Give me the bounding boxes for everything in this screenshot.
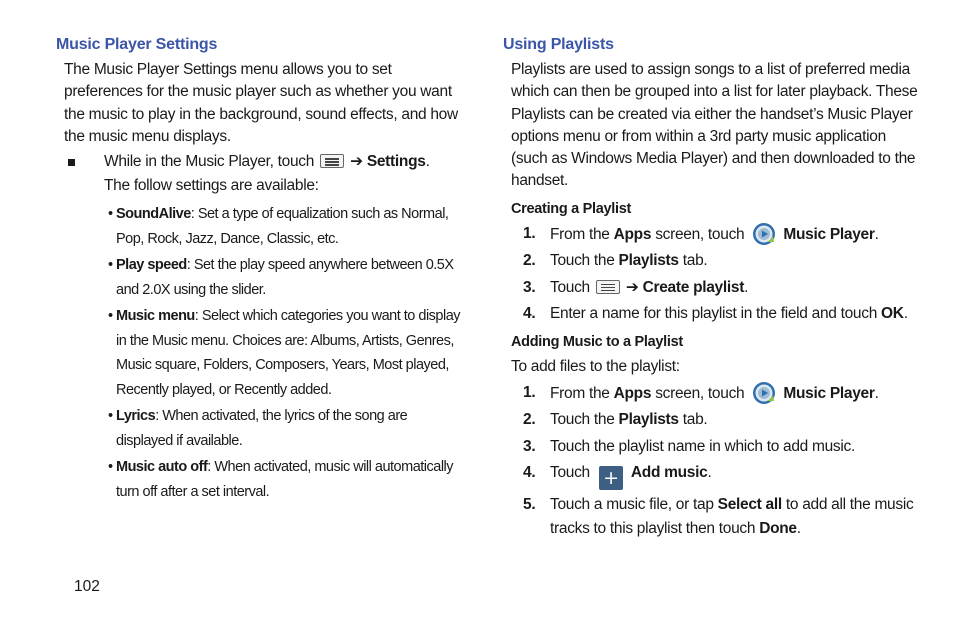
- creating-playlist-heading: Creating a Playlist: [511, 200, 632, 217]
- music-player-label: Music Player: [783, 384, 875, 402]
- settings-label: Settings: [366, 153, 426, 171]
- step-text: Touch the playlist name in which to add music.: [550, 437, 855, 455]
- settings-intro: The Music Player Settings menu allows you to set preferences for the music player such as whether you want the music to play in the background, sound effects, and how the music menu displays.: [64, 61, 458, 145]
- add-music-label: Add music: [630, 464, 708, 482]
- step-text: Touch a music file, or tap: [550, 495, 718, 513]
- music-player-app-icon: [752, 222, 776, 246]
- left-column: [56, 36, 466, 506]
- setting-term: Music auto off: [116, 459, 208, 476]
- step-number: 1.: [523, 383, 536, 401]
- page-number: 102: [74, 578, 100, 595]
- arrow: ➔: [625, 278, 639, 296]
- bullet-dot: •: [108, 308, 113, 325]
- list-item: [511, 408, 923, 432]
- setting-term: SoundAlive: [116, 206, 191, 223]
- period: .: [744, 278, 749, 296]
- step-text: Touch: [550, 464, 590, 482]
- list-item-soundalive: [108, 202, 466, 251]
- ok-label: OK: [881, 305, 904, 323]
- step-number: 2.: [523, 252, 536, 270]
- step-number: 4.: [523, 305, 536, 323]
- bullet-dot: •: [108, 408, 113, 425]
- setting-term: Lyrics: [116, 408, 156, 425]
- list-item-lyrics: [108, 404, 466, 453]
- list-item: [511, 276, 923, 300]
- period: .: [796, 519, 801, 537]
- step-text: From the: [550, 384, 614, 402]
- step-text: to add all the music tracks to this playlist then touch: [550, 495, 914, 537]
- music-player-app-icon: [752, 381, 776, 405]
- step-text: Touch the: [550, 411, 619, 429]
- apps-label: Apps: [613, 225, 652, 243]
- period: .: [874, 225, 879, 243]
- list-item: [511, 249, 923, 273]
- bullet-dot: •: [108, 257, 113, 274]
- list-item: [511, 381, 923, 406]
- step-number: 3.: [523, 437, 536, 455]
- step-text: screen, touch: [651, 225, 745, 243]
- menu-key-icon: [596, 280, 620, 294]
- step-text: tab.: [678, 252, 708, 270]
- period: .: [903, 305, 908, 323]
- adding-steps: [511, 381, 923, 541]
- period: .: [425, 153, 430, 171]
- creating-steps: [511, 222, 923, 327]
- create-playlist-label: Create playlist: [642, 278, 745, 296]
- menu-key-icon: [320, 154, 344, 168]
- playlists-intro: Playlists are used to assign songs to a list of preferred media which can then be grouped into a list for later playback. These Playlists can be created via either the handset’s Music Player options menu or from within a 3rd party music application (such as Windows Media Player) and then downloaded to the handset.: [511, 61, 918, 190]
- adding-music-heading: Adding Music to a Playlist: [511, 334, 683, 351]
- period: .: [874, 384, 879, 402]
- step-number: 3.: [523, 278, 536, 296]
- step-number: 1.: [523, 224, 536, 242]
- square-bullet-icon: [68, 159, 75, 166]
- playlists-label: Playlists: [618, 252, 679, 270]
- setting-desc: : Set a type of equalization such as Normal, Pop, Rock, Jazz, Dance, Classic, etc.: [116, 206, 449, 247]
- playlists-label: Playlists: [618, 411, 679, 429]
- setting-term: Play speed: [116, 257, 187, 274]
- step-text: Touch: [550, 278, 590, 296]
- setting-desc: : When activated, the lyrics of the song are displayed if available.: [116, 408, 408, 449]
- setting-desc: : Select which categories you want to display in the Music menu. Choices are: Albums, Artists, Genres, Music square, Folders, Composers, Years, Most played, Recently played, or Recently added.: [116, 308, 461, 398]
- step-text: tab.: [678, 411, 708, 429]
- adding-intro: To add files to the playlist:: [511, 358, 680, 376]
- add-plus-icon: +: [599, 466, 623, 490]
- done-label: Done: [759, 519, 797, 537]
- list-item: [511, 461, 923, 490]
- music-player-label: Music Player: [783, 225, 875, 243]
- setting-desc: : Set the play speed anywhere between 0.5X and 2.0X using the slider.: [116, 257, 454, 298]
- step-text: From the: [550, 225, 614, 243]
- step-text: Touch the: [550, 252, 619, 270]
- bullet-dot: •: [108, 206, 113, 223]
- list-item-music-auto-off: [108, 455, 466, 504]
- follow-text: The follow settings are available:: [104, 177, 319, 195]
- step-number: 2.: [523, 411, 536, 429]
- setting-desc: : When activated, music will automatically turn off after a set interval.: [116, 459, 454, 500]
- apps-label: Apps: [613, 384, 652, 402]
- arrow: ➔: [350, 153, 363, 171]
- settings-list: [108, 202, 466, 504]
- bullet-text: While in the Music Player, touch: [104, 153, 315, 171]
- step-number: 4.: [523, 464, 536, 482]
- settings-bullet: [64, 150, 466, 198]
- setting-term: Music menu: [116, 308, 195, 325]
- list-item: [511, 435, 923, 459]
- select-all-label: Select all: [717, 495, 782, 513]
- list-item: [511, 222, 923, 247]
- list-item-play-speed: [108, 253, 466, 302]
- using-playlists-heading: Using Playlists: [503, 36, 614, 53]
- period: .: [707, 464, 712, 482]
- step-number: 5.: [523, 495, 536, 513]
- step-text: Enter a name for this playlist in the field and touch: [550, 305, 882, 323]
- list-item: [511, 493, 923, 541]
- bullet-dot: •: [108, 459, 113, 476]
- list-item: [511, 302, 923, 326]
- list-item-music-menu: [108, 304, 466, 402]
- right-column: [503, 36, 923, 543]
- step-text: screen, touch: [651, 384, 745, 402]
- music-player-settings-heading: Music Player Settings: [56, 36, 218, 53]
